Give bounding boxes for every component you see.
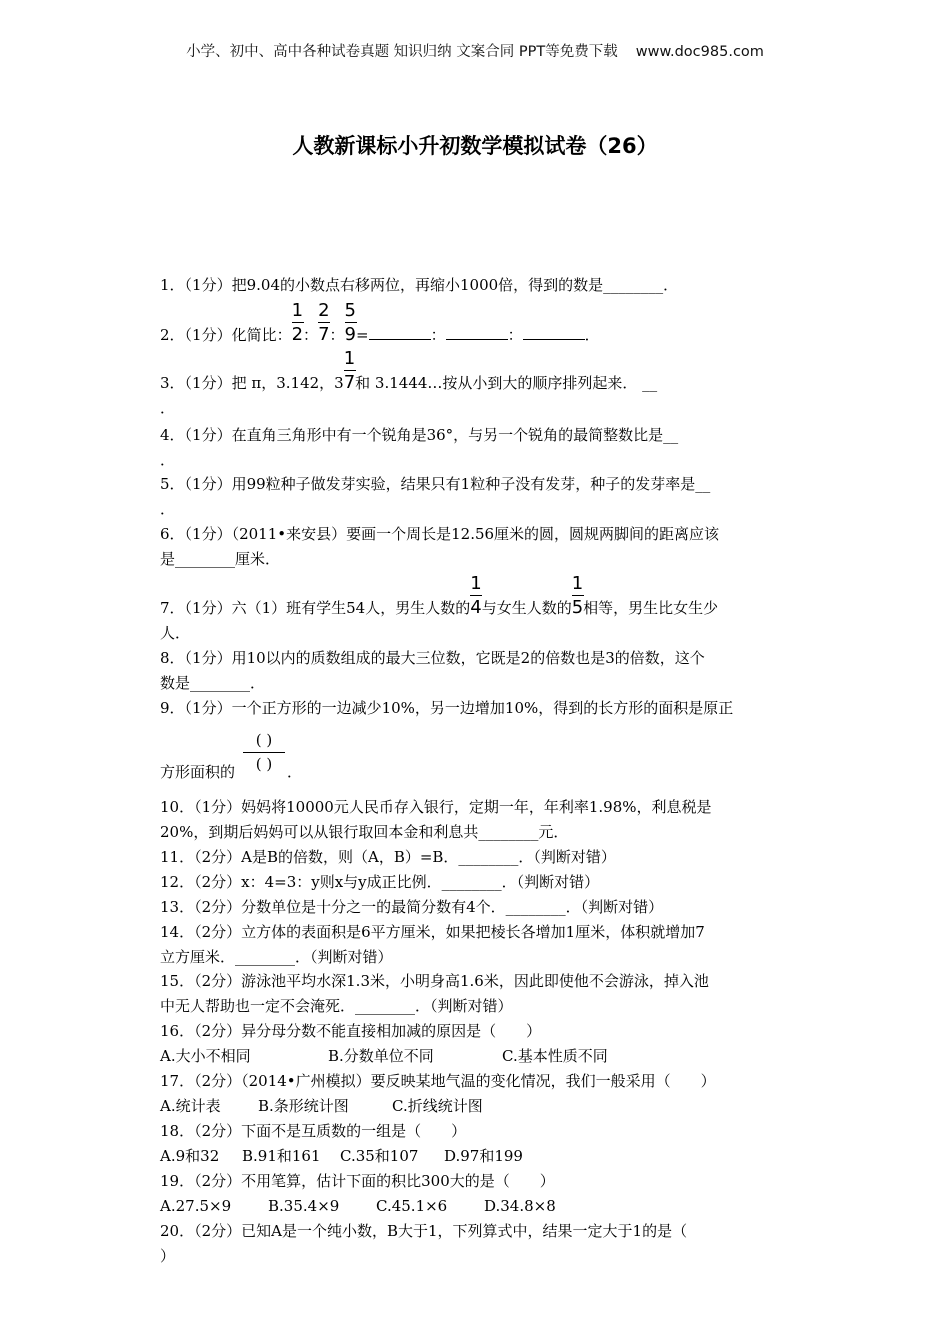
question-3-cont: ．	[160, 399, 176, 417]
question-4: 4．（1分）在直角三角形中有一个锐角是36°，与另一个锐角的最简整数比是__	[160, 426, 679, 444]
q3-fraction: $\frac{1}{7}$	[343, 348, 356, 393]
question-20: 20．（2分）已知A是一个纯小数，B大于1，下列算式中，结果一定大于1的是（	[160, 1222, 688, 1240]
question-7-cont: 人．	[160, 624, 191, 642]
question-13: 13．（2分）分数单位是十分之一的最简分数有4个．________．（判断对错）	[160, 898, 664, 916]
question-15: 15．（2分）游泳池平均水深1.3米，小明身高1.6米，因此即使他不会游泳，掉入池	[160, 972, 709, 990]
option-c[interactable]: C.45.1×6	[376, 1197, 448, 1215]
question-11: 11．（2分）A是B的倍数，则（A，B）=B．________．（判断对错）	[160, 848, 616, 866]
question-6-cont: 是________厘米．	[160, 550, 281, 568]
header-site: www.doc985.com	[635, 44, 764, 60]
header-text: 小学、初中、高中各种试卷真题 知识归纳 文案合同 PPT等免费下载	[186, 44, 618, 60]
option-b[interactable]: B.分数单位不同	[328, 1047, 434, 1065]
question-9-cont: 方形面积的	[160, 763, 236, 781]
q17-options	[160, 1096, 792, 1116]
question-14: 14．（2分）立方体的表面积是6平方厘米，如果把棱长各增加1厘米，体积就增加7	[160, 923, 705, 941]
question-7: 7．（1分）六（1）班有学生54人，男生人数的 $\frac{1}{4}$与女生人数的 $\frac{1}{5}$相等，男生比女生少	[160, 573, 719, 618]
option-c[interactable]: C.基本性质不同	[502, 1047, 608, 1065]
q9-fraction-bar	[243, 752, 285, 753]
question-16: 16．（2分）异分母分数不能直接相加减的原因是（ ）	[160, 1022, 542, 1040]
q9-fraction-denominator: ( )	[255, 755, 273, 773]
q2-fraction-1: $\frac{1}{2}$	[291, 300, 304, 345]
option-a[interactable]: A.大小不相同	[160, 1047, 251, 1065]
option-d[interactable]: D.97和199	[444, 1147, 523, 1165]
answer-blank[interactable]	[446, 325, 508, 340]
question-5: 5．（1分）用99粒种子做发芽实验，结果只有1粒种子没有发芽，种子的发芽率是__	[160, 475, 711, 493]
question-10-cont: 20%，到期后妈妈可以从银行取回本金和利息共________元．	[160, 823, 569, 841]
question-19: 19．（2分）不用笔算，估计下面的积比300大的是（ ）	[160, 1172, 555, 1190]
q9-fraction-numerator: ( )	[255, 731, 273, 749]
q7-fraction-1: $\frac{1}{4}$	[470, 573, 482, 618]
option-c[interactable]: C.35和107	[340, 1147, 419, 1165]
option-b[interactable]: B.条形统计图	[258, 1097, 349, 1115]
q19-options	[160, 1196, 792, 1216]
question-14-cont: 立方厘米．________．（判断对错）	[160, 948, 393, 966]
option-a[interactable]: A.27.5×9	[160, 1197, 232, 1215]
option-b[interactable]: B.91和161	[242, 1147, 321, 1165]
option-d[interactable]: D.34.8×8	[484, 1197, 556, 1215]
option-a[interactable]: A.统计表	[160, 1097, 221, 1115]
q16-options	[160, 1046, 792, 1066]
option-b[interactable]: B.35.4×9	[268, 1197, 340, 1215]
answer-blank[interactable]	[369, 325, 431, 340]
page-title: 人教新课标小升初数学模拟试卷（26）	[292, 134, 658, 158]
q2-fraction-3: $\frac{5}{9}$	[344, 300, 356, 345]
question-9-end: ．	[287, 763, 303, 781]
question-4-cont: ．	[160, 451, 176, 469]
q2-prefix: 2．（1分）化简比：	[160, 326, 292, 344]
page-header	[0, 40, 950, 61]
question-2: 2．（1分）化简比： $\frac{1}{2}$： $\frac{2}{7}$： $\frac{5}{9}=$ ： ： ．	[160, 300, 600, 345]
question-8: 8．（1分）用10以内的质数组成的最大三位数，它既是2的倍数也是3的倍数，这个	[160, 649, 705, 667]
answer-blank[interactable]	[523, 325, 585, 340]
q2-fraction-2: $\frac{2}{7}$	[318, 300, 330, 345]
q18-options	[160, 1146, 792, 1166]
question-20-cont: ）	[160, 1247, 176, 1265]
question-9: 9．（1分）一个正方形的一边减少10%，另一边增加10%，得到的长方形的面积是原正	[160, 699, 734, 717]
question-18: 18．（2分）下面不是互质数的一组是（ ）	[160, 1122, 467, 1140]
question-1: 1．（1分）把9.04的小数点右移两位，再缩小1000倍，得到的数是________．	[160, 276, 679, 294]
question-5-cont: ．	[160, 500, 176, 518]
q7-fraction-2: $\frac{1}{5}$	[571, 573, 584, 618]
option-a[interactable]: A.9和32	[160, 1147, 220, 1165]
question-17: 17．（2分）（2014•广州模拟）要反映某地气温的变化情况，我们一般采用（ ）	[160, 1072, 716, 1090]
option-c[interactable]: C.折线统计图	[392, 1097, 483, 1115]
question-12: 12．（2分）x：4=3：y则x与y成正比例．________．（判断对错）	[160, 873, 600, 891]
question-15-cont: 中无人帮助也一定不会淹死．________．（判断对错）	[160, 997, 513, 1015]
question-8-cont: 数是________．	[160, 674, 266, 692]
question-6: 6．（1分）（2011•来安县）要画一个周长是12.56厘米的圆，圆规两脚间的距离应该	[160, 525, 720, 543]
question-10: 10．（1分）妈妈将10000元人民币存入银行，定期一年，年利率1.98%，利息税是	[160, 798, 712, 816]
question-3: 3．（1分）把 π，3.142，3 $\frac{1}{7}$和 3.1444…按从小到大的顺序排列起来． __	[160, 348, 658, 393]
